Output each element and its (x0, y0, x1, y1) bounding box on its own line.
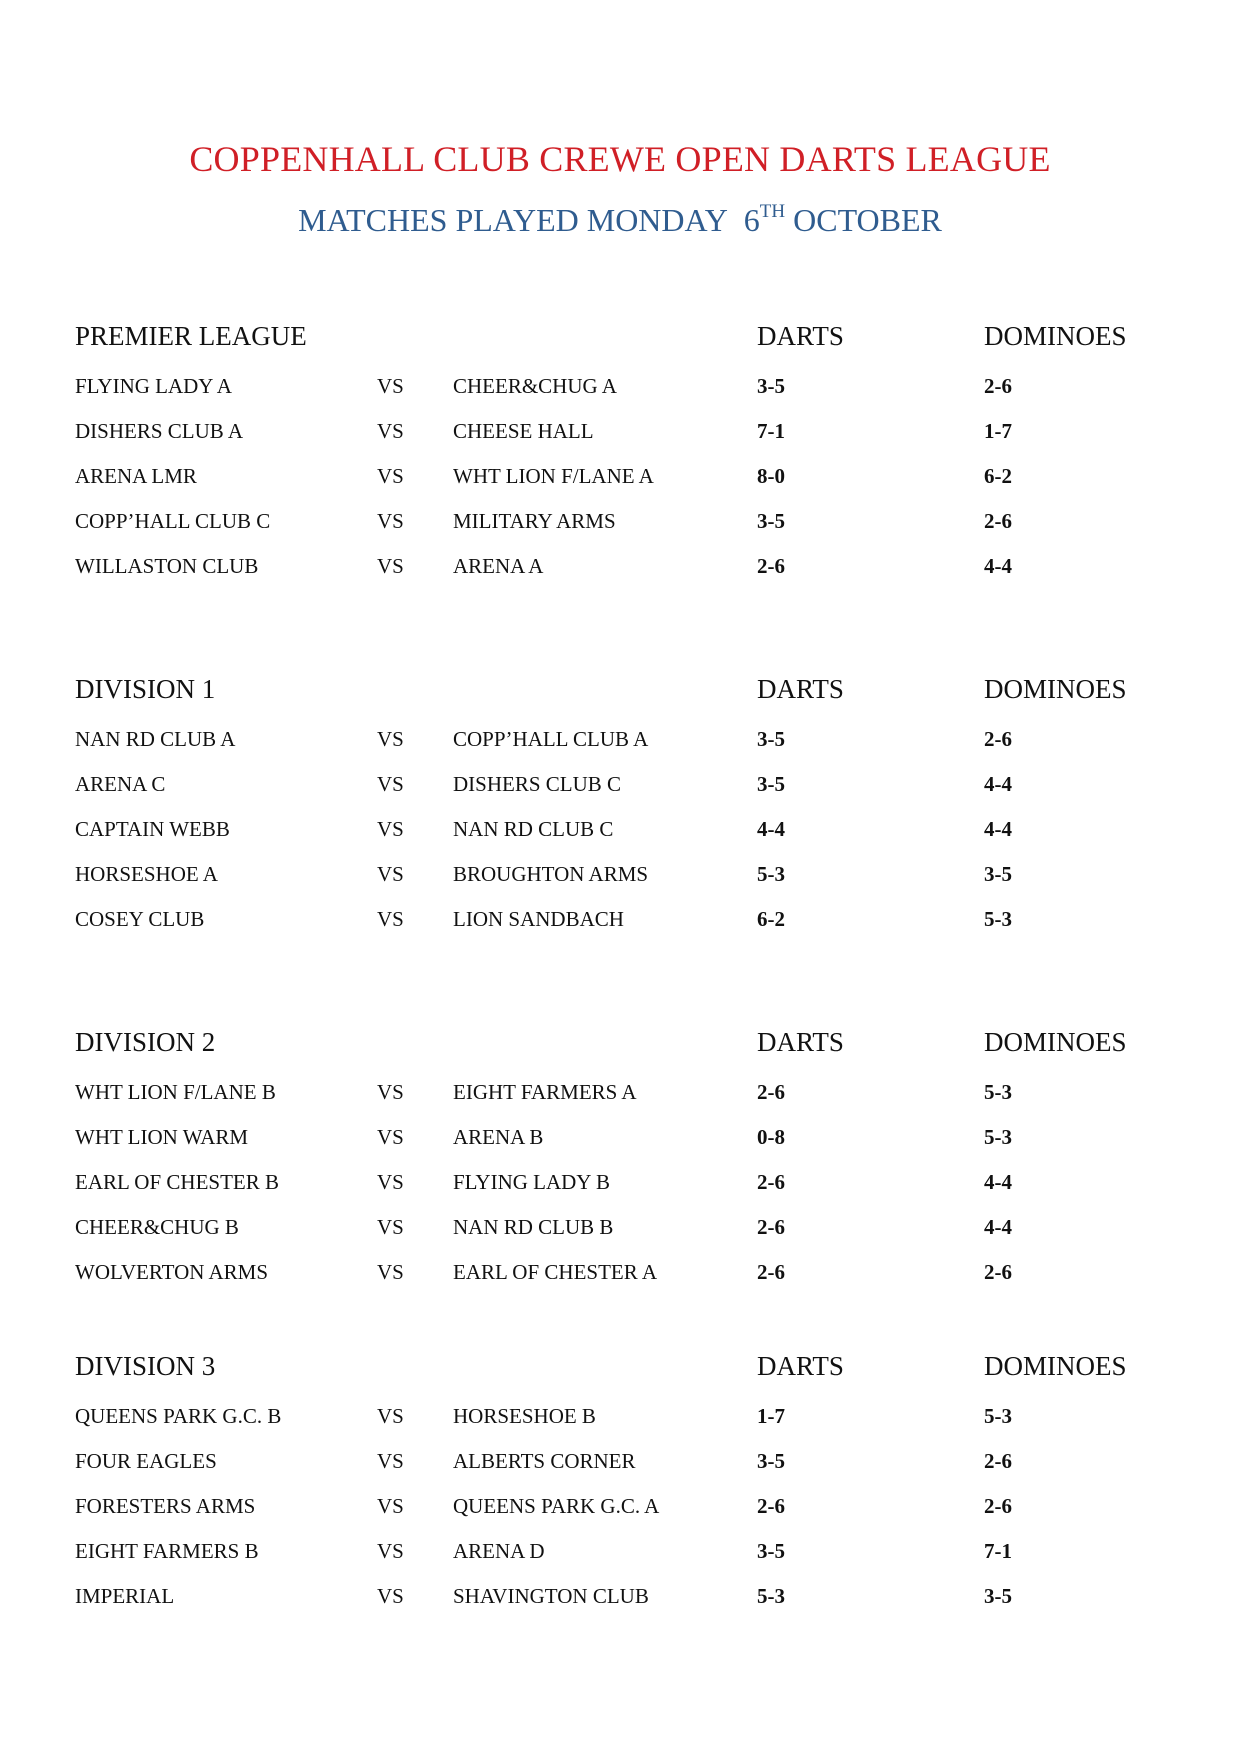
away-team: EARL OF CHESTER A (453, 1260, 657, 1284)
away-team: ARENA B (453, 1125, 544, 1149)
match-row (0, 1260, 1240, 1290)
dominoes-score: 2-6 (984, 727, 1012, 751)
darts-score: 4-4 (757, 817, 785, 841)
dominoes-score: 5-3 (984, 1404, 1012, 1428)
away-team: ARENA D (453, 1539, 545, 1563)
dominoes-score: 2-6 (984, 374, 1012, 398)
darts-column-header: DARTS (757, 1027, 844, 1057)
match-row (0, 1170, 1240, 1200)
home-team: CHEER&CHUG B (75, 1215, 239, 1239)
dominoes-score: 5-3 (984, 907, 1012, 931)
darts-score: 3-5 (757, 1539, 785, 1563)
away-team: SHAVINGTON CLUB (453, 1584, 649, 1608)
versus-label: VS (377, 727, 404, 751)
dominoes-score: 1-7 (984, 419, 1012, 443)
away-team: LION SANDBACH (453, 907, 624, 931)
versus-label: VS (377, 1404, 404, 1428)
dominoes-column-header: DOMINOES (984, 674, 1127, 704)
page-subtitle (0, 202, 1240, 239)
division-name: PREMIER LEAGUE (75, 321, 307, 351)
division-name: DIVISION 1 (75, 674, 216, 704)
darts-score: 8-0 (757, 464, 785, 488)
dominoes-score: 2-6 (984, 509, 1012, 533)
darts-score: 2-6 (757, 554, 785, 578)
versus-label: VS (377, 554, 404, 578)
dominoes-score: 4-4 (984, 1215, 1012, 1239)
match-row (0, 374, 1240, 404)
darts-score: 2-6 (757, 1215, 785, 1239)
home-team: EIGHT FARMERS B (75, 1539, 259, 1563)
match-row (0, 419, 1240, 449)
darts-score: 3-5 (757, 509, 785, 533)
match-row (0, 1404, 1240, 1434)
away-team: DISHERS CLUB C (453, 772, 622, 796)
match-row (0, 862, 1240, 892)
darts-score: 6-2 (757, 907, 785, 931)
away-team: QUEENS PARK G.C. A (453, 1494, 660, 1518)
match-row (0, 554, 1240, 584)
home-team: FORESTERS ARMS (75, 1494, 256, 1518)
home-team: WOLVERTON ARMS (75, 1260, 269, 1284)
division-name: DIVISION 3 (75, 1351, 216, 1381)
home-team: NAN RD CLUB A (75, 727, 236, 751)
home-team: ARENA C (75, 772, 166, 796)
versus-label: VS (377, 419, 404, 443)
division-name: DIVISION 2 (75, 1027, 216, 1057)
home-team: FLYING LADY A (75, 374, 232, 398)
versus-label: VS (377, 907, 404, 931)
dominoes-column-header: DOMINOES (984, 1351, 1127, 1381)
match-row (0, 464, 1240, 494)
darts-score: 2-6 (757, 1494, 785, 1518)
away-team: HORSESHOE B (453, 1404, 596, 1428)
versus-label: VS (377, 509, 404, 533)
dominoes-score: 7-1 (984, 1539, 1012, 1563)
page-title: COPPENHALL CLUB CREWE OPEN DARTS LEAGUE (189, 139, 1051, 179)
darts-score: 1-7 (757, 1404, 785, 1428)
versus-label: VS (377, 817, 404, 841)
home-team: QUEENS PARK G.C. B (75, 1404, 282, 1428)
darts-score: 3-5 (757, 1449, 785, 1473)
home-team: ARENA LMR (75, 464, 197, 488)
versus-label: VS (377, 374, 404, 398)
darts-score: 5-3 (757, 1584, 785, 1608)
away-team: COPP’HALL CLUB A (453, 727, 649, 751)
match-row (0, 772, 1240, 802)
subtitle-suffix: TH (759, 201, 786, 222)
dominoes-score: 4-4 (984, 554, 1012, 578)
subtitle-main: MATCHES PLAYED MONDAY (298, 202, 728, 238)
versus-label: VS (377, 1215, 404, 1239)
away-team: ALBERTS CORNER (453, 1449, 636, 1473)
match-row (0, 1449, 1240, 1479)
darts-column-header: DARTS (757, 1351, 844, 1381)
away-team: WHT LION F/LANE A (453, 464, 654, 488)
dominoes-column-header: DOMINOES (984, 321, 1127, 351)
darts-score: 2-6 (757, 1260, 785, 1284)
dominoes-score: 2-6 (984, 1260, 1012, 1284)
match-row (0, 1494, 1240, 1524)
versus-label: VS (377, 1449, 404, 1473)
dominoes-score: 5-3 (984, 1080, 1012, 1104)
dominoes-score: 4-4 (984, 1170, 1012, 1194)
darts-column-header: DARTS (757, 321, 844, 351)
match-row (0, 1539, 1240, 1569)
match-row (0, 509, 1240, 539)
away-team: NAN RD CLUB B (453, 1215, 614, 1239)
home-team: DISHERS CLUB A (75, 419, 244, 443)
dominoes-score: 2-6 (984, 1449, 1012, 1473)
darts-score: 5-3 (757, 862, 785, 886)
match-row (0, 1125, 1240, 1155)
match-row (0, 907, 1240, 937)
versus-label: VS (377, 1494, 404, 1518)
dominoes-score: 2-6 (984, 1494, 1012, 1518)
versus-label: VS (377, 1125, 404, 1149)
home-team: EARL OF CHESTER B (75, 1170, 279, 1194)
home-team: COSEY CLUB (75, 907, 205, 931)
home-team: COPP’HALL CLUB C (75, 509, 271, 533)
versus-label: VS (377, 464, 404, 488)
dominoes-column-header: DOMINOES (984, 1027, 1127, 1057)
away-team: FLYING LADY B (453, 1170, 610, 1194)
match-row (0, 727, 1240, 757)
away-team: CHEER&CHUG A (453, 374, 617, 398)
home-team: WHT LION F/LANE B (75, 1080, 276, 1104)
versus-label: VS (377, 1170, 404, 1194)
darts-score: 3-5 (757, 772, 785, 796)
away-team: CHEESE HALL (453, 419, 594, 443)
versus-label: VS (377, 1584, 404, 1608)
versus-label: VS (377, 1539, 404, 1563)
home-team: IMPERIAL (75, 1584, 175, 1608)
away-team: ARENA A (453, 554, 544, 578)
darts-score: 2-6 (757, 1170, 785, 1194)
subtitle-day: 6 (743, 202, 760, 238)
darts-score: 3-5 (757, 727, 785, 751)
dominoes-score: 3-5 (984, 1584, 1012, 1608)
away-team: NAN RD CLUB C (453, 817, 614, 841)
home-team: WILLASTON CLUB (75, 554, 259, 578)
dominoes-score: 4-4 (984, 817, 1012, 841)
dominoes-score: 5-3 (984, 1125, 1012, 1149)
home-team: WHT LION WARM (75, 1125, 249, 1149)
away-team: EIGHT FARMERS A (453, 1080, 637, 1104)
dominoes-score: 4-4 (984, 772, 1012, 796)
match-row (0, 1215, 1240, 1245)
match-row (0, 1584, 1240, 1614)
home-team: CAPTAIN WEBB (75, 817, 230, 841)
darts-score: 7-1 (757, 419, 785, 443)
darts-score: 0-8 (757, 1125, 785, 1149)
dominoes-score: 3-5 (984, 862, 1012, 886)
dominoes-score: 6-2 (984, 464, 1012, 488)
away-team: MILITARY ARMS (453, 509, 616, 533)
versus-label: VS (377, 772, 404, 796)
home-team: HORSESHOE A (75, 862, 218, 886)
versus-label: VS (377, 862, 404, 886)
darts-score: 2-6 (757, 1080, 785, 1104)
darts-column-header: DARTS (757, 674, 844, 704)
home-team: FOUR EAGLES (75, 1449, 217, 1473)
versus-label: VS (377, 1080, 404, 1104)
match-row (0, 817, 1240, 847)
subtitle-month: OCTOBER (793, 202, 942, 238)
away-team: BROUGHTON ARMS (453, 862, 649, 886)
match-row (0, 1080, 1240, 1110)
darts-score: 3-5 (757, 374, 785, 398)
versus-label: VS (377, 1260, 404, 1284)
